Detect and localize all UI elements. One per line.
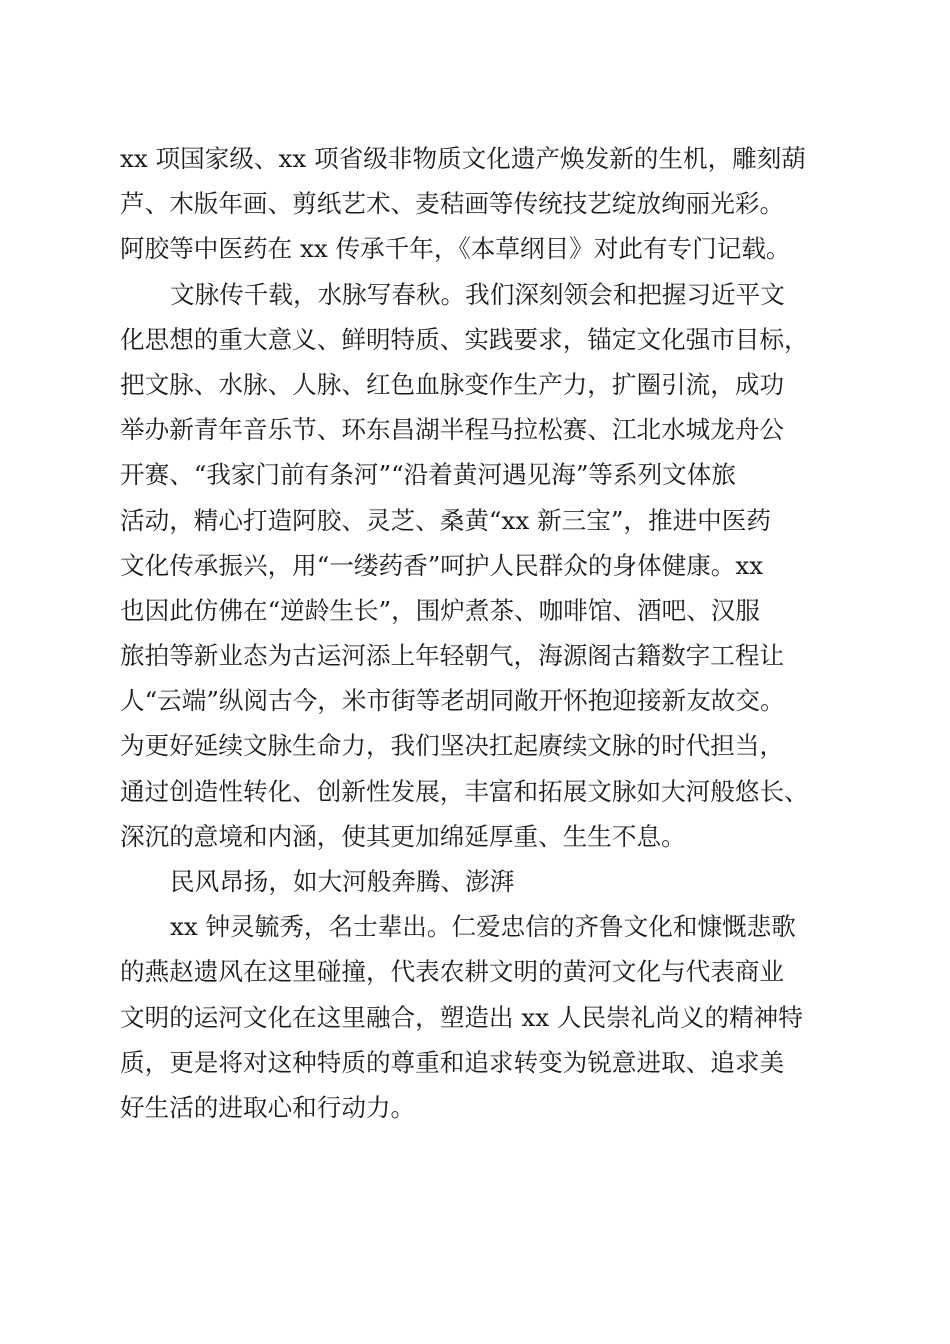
text-line: 文化传承振兴，用“一缕药香”呵护人民群众的身体健康。xx xyxy=(120,550,764,580)
text-line: 把文脉、水脉、人脉、红色血脉变作生产力，扩圈引流，成功 xyxy=(120,369,785,399)
section-heading: 民风昂扬，如大河般奔腾、澎湃 xyxy=(170,867,515,896)
text-line: xx 项国家级、xx 项省级非物质文化遗产焕发新的生机，雕刻葫 xyxy=(120,144,806,173)
text-line: 人“云端”纵阅古今，米市街等老胡同敞开怀抱迎接新友故交。 xyxy=(120,686,785,716)
text-line: 也因此仿佛在“逆龄生长”，围炉煮茶、咖啡馆、酒吧、汉服 xyxy=(120,595,760,625)
text-line: 开赛、“我家门前有条河”“沿着黄河遇见海”等系列文体旅 xyxy=(120,460,736,490)
paragraph-first-line: xx 钟灵毓秀，名士辈出。仁爱忠信的齐鲁文化和慷慨悲歌 xyxy=(170,912,796,942)
text-line: 芦、木版年画、剪纸艺术、麦秸画等传统技艺绽放绚丽光彩。 xyxy=(120,189,785,219)
body-text xyxy=(120,136,850,1130)
text-line: 的燕赵遗风在这里碰撞，代表农耕文明的黄河文化与代表商业 xyxy=(120,957,785,987)
text-line: 通过创造性转化、创新性发展，丰富和拓展文脉如大河般悠长、 xyxy=(120,776,809,806)
paragraph-first-line: 文脉传千载，水脉写春秋。我们深刻领会和把握习近平文 xyxy=(170,279,785,309)
text-line: 活动，精心打造阿胶、灵芝、桑黄“xx 新三宝”，推进中医药 xyxy=(120,505,771,535)
text-line: 举办新青年音乐节、环东昌湖半程马拉松赛、江北水城龙舟公 xyxy=(120,415,785,445)
text-line: 阿胶等中医药在 xx 传承千年，《本草纲目》对此有专门记载。 xyxy=(120,234,791,264)
text-line: 好生活的进取心和行动力。 xyxy=(120,1092,416,1122)
text-line: 化思想的重大意义、鲜明特质、实践要求，锚定文化强市目标， xyxy=(120,324,809,354)
text-line: 质，更是将对这种特质的尊重和追求转变为锐意进取、追求美 xyxy=(120,1047,785,1077)
text-line: 旅拍等新业态为古运河添上年轻朝气，海源阁古籍数字工程让 xyxy=(120,641,785,671)
text-line: 深沉的意境和内涵，使其更加绵延厚重、生生不息。 xyxy=(120,821,686,851)
text-line: 为更好延续文脉生命力，我们坚决扛起赓续文脉的时代担当， xyxy=(120,731,785,761)
text-line: 文明的运河文化在这里融合，塑造出 xx 人民崇礼尚义的精神特 xyxy=(120,1002,803,1032)
